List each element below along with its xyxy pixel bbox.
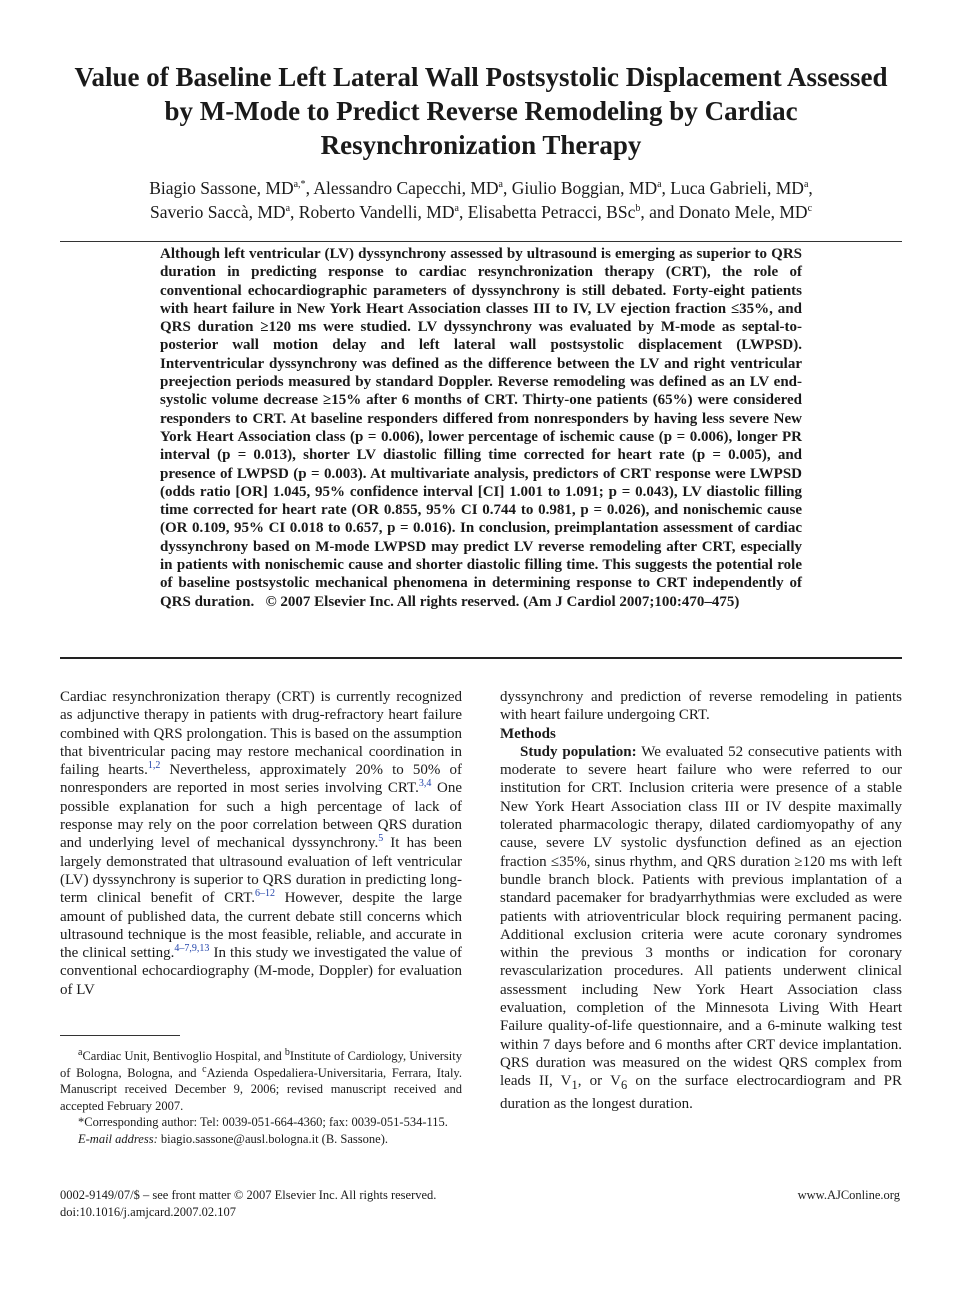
abstract bbox=[160, 245, 802, 611]
study-population-paragraph: Study population: We evaluated 52 consecutive patients with moderate to severe heart failure who were referred to our institution for CRT. Inclusion criteria were presence of a stable New York Heart Association class III or IV despite maximally tolerated pharmacologic therapy, dilated cardiomyopathy of any cause, severe LV systolic dysfunction defined as an ejection fraction ≤35%, sinus rhythm, and QRS duration ≥120 ms with left bundle branch block. Patients with previous implantation of a standard pacemaker for bradyarrhythmias were excluded as were patients with atrioventricular block requiring permanent pacing. Additional exclusion criteria were acute coronary syndromes within the previous 3 months or indication for coronary revascularization procedures. All patients underwent clinical assessment including New York Heart Association class evaluation, completion of the Minnesota Living With Heart Failure quality-of-life questionnaire, and a 6-minute walking test within 7 days before and 6 months after CRT device implantation. QRS duration was measured on the widest QRS complex from leads II, $V_1$, or $V_6$ on the surface electrocardiogram and PR duration as the longest duration. bbox=[500, 743, 903, 1112]
reference-citation[interactable]: 3,4 bbox=[418, 778, 432, 790]
author-name: Saverio Saccà, MD bbox=[149, 202, 286, 222]
abstract-copyright: © 2007 Elsevier Inc. All rights reserved. (Am J Cardiol 2007;100:470–475) bbox=[265, 593, 740, 610]
author-name: Biagio Sassone, MD bbox=[149, 178, 294, 198]
author-name: Giulio Boggian, MD bbox=[511, 178, 658, 198]
author-name: Elisabetta Petracci, BSc bbox=[467, 202, 636, 222]
reference-citation[interactable]: 5 bbox=[378, 833, 384, 845]
right-column bbox=[500, 688, 902, 1113]
author-affiliation-mark: a bbox=[803, 179, 809, 191]
article-title: Value of Baseline Left Lateral Wall Postsystolic Displacement Assessed by M-Mode to Predict Reverse Remodeling by Cardiac Resynchronization Therapy bbox=[74, 62, 888, 160]
affiliation-footnote: $^a$Cardiac Unit, Bentivoglio Hospital, and $^b$Institute of Cardiology, University of Bologna, Bologna, and $^c$Azienda Ospedaliera-Universitaria, Ferrara, Italy. Manuscript received December 9, 2006; revised manuscript received and accepted February 2007. bbox=[60, 1046, 462, 1113]
study-population-heading: Study population: bbox=[520, 743, 637, 760]
author-list: Biagio Sassone, $MD^{a,*}$, Alessandro Capecchi, $MD^a$, Giulio Boggian, $MD^a$, Luca Gabrieli, $MD^a$, Saverio Saccà, $MD^a$, Roberto Vandelli, $MD^a$, Elisabetta Petracci, BSc$^b$, and Donato Mele, $MD^c$ bbox=[149, 178, 813, 222]
methods-heading: Methods bbox=[500, 725, 556, 742]
abstract-top-rule bbox=[60, 241, 902, 242]
author-affiliation-mark: a bbox=[498, 179, 503, 191]
author-name: Alessandro Capecchi, MD bbox=[313, 178, 499, 198]
intro-continued: dyssynchrony and prediction of reverse remodeling in patients with heart failure undergoing CRT. bbox=[500, 689, 902, 724]
author-name: Donato Mele, MD bbox=[678, 202, 808, 222]
author-affiliation-mark: a bbox=[657, 179, 662, 191]
intro-paragraph: Cardiac resynchronization therapy (CRT) is currently recognized as adjunctive therapy in patients with drug-refractory heart failure combined with QRS prolongation. This is based on the assumption that biventricular pacing may restore mechanical coordination in failing hearts.$^{1,2}$ Nevertheless, approximately 20% to 50% of nonresponders are reported in most series involving CRT.$^{3,4}$ One possible explanation for such a high percentage of lack of response may rely on the poor correlation between QRS duration and underlying level of mechanical dyssynchrony.$^5$ It has been largely demonstrated that ultrasound evaluation of left ventricular (LV) dyssynchrony is superior to QRS duration in predicting long-term clinical benefit of CRT.$^{6-12}$ However, despite the large amount of published data, the current debate still concerns which ultrasound technique is the most feasible, reliable, and accurate in the clinical setting.$^{4-7,9,13}$ In this study we investigated the value of conventional echocardiography (M-mode, Doppler) for evaluation of LV bbox=[60, 689, 462, 998]
author-affiliation-mark: a bbox=[285, 203, 291, 215]
footnotes bbox=[60, 1048, 462, 1147]
doi-line[interactable]: doi:10.1016/j.amjcard.2007.02.107 bbox=[60, 1205, 237, 1219]
corresponding-author-footnote: *Corresponding author: Tel: 0039-051-664-4360; fax: 0039-051-534-115. bbox=[78, 1115, 448, 1129]
abstract-text: Although left ventricular (LV) dyssynchrony assessed by ultrasound is emerging as superior to QRS duration in predicting response to cardiac resynchronization therapy (CRT), the role of conventional echocardiographic parameters of dyssynchrony is still debated. Forty-eight patients with heart failure in New York Heart Association classes III to IV, LV ejection fraction ≤35%, and QRS duration ≥120 ms were studied. LV dyssynchrony was evaluated by M-mode as septal-to-posterior wall motion delay and left lateral wall postsystolic displacement (LWPSD). Interventricular dyssynchrony was defined as the difference between the LV and right ventricular preejection periods measured by standard Doppler. Reverse remodeling was defined as an LV end-systolic volume decrease ≥15% after 6 months of CRT. Thirty-one patients (65%) were considered responders to CRT. At baseline responders differed from nonresponders by having less severe New York Heart Association class (p = 0.006), lower percentage of ischemic cause (p = 0.006), longer PR interval (p = 0.013), shorter LV diastolic filling time corrected for heart rate (p = 0.005), and presence of LWPSD (p = 0.003). At multivariate analysis, predictors of CRT response were LWPSD (odds ratio [OR] 1.045, 95% confidence interval [CI] 1.001 to 1.091; p = 0.043), LV diastolic filling time corrected for heart rate (OR 0.855, 95% CI 0.744 to 0.981, p = 0.026), and nonischemic cause (OR 0.109, 95% CI 0.018 to 0.657, p = 0.016). In conclusion, preimplantation assessment of cardiac dyssynchrony based on M-mode LWPSD may predict LV reverse remodeling after CRT, especially in patients with nonischemic cause and shorter diastolic filling time. This suggests the potential role of baseline postsystolic mechanical phenomena in determining response to CRT independently of QRS duration. bbox=[160, 246, 802, 610]
author-affiliation-mark: b bbox=[635, 203, 641, 215]
left-column bbox=[60, 688, 462, 999]
abstract-bottom-rule bbox=[60, 657, 902, 659]
issn-line: 0002-9149/07/$ – see front matter © 2007 Elsevier Inc. All rights reserved. bbox=[60, 1188, 437, 1202]
footnote-rule bbox=[60, 1035, 180, 1036]
journal-website[interactable]: www.AJConline.org bbox=[797, 1188, 900, 1202]
email-footnote: E-mail address: biagio.sassone@ausl.bologna.it (B. Sassone). bbox=[78, 1131, 388, 1146]
author-name: Roberto Vandelli, MD bbox=[298, 202, 455, 222]
author-name: Luca Gabrieli, MD bbox=[670, 178, 804, 198]
author-affiliation-mark: a bbox=[454, 203, 459, 215]
reference-citation[interactable]: 6–12 bbox=[255, 888, 276, 900]
reference-citation[interactable]: 1,2 bbox=[147, 760, 161, 772]
author-affiliation-mark: c bbox=[807, 203, 813, 215]
reference-citation[interactable]: 4–7,9,13 bbox=[174, 943, 210, 955]
email-link[interactable]: biagio.sassone@ausl.bologna.it (B. Sassone). bbox=[157, 1131, 388, 1146]
footer-left bbox=[60, 1187, 436, 1221]
author-affiliation-mark: a,* bbox=[293, 179, 306, 191]
